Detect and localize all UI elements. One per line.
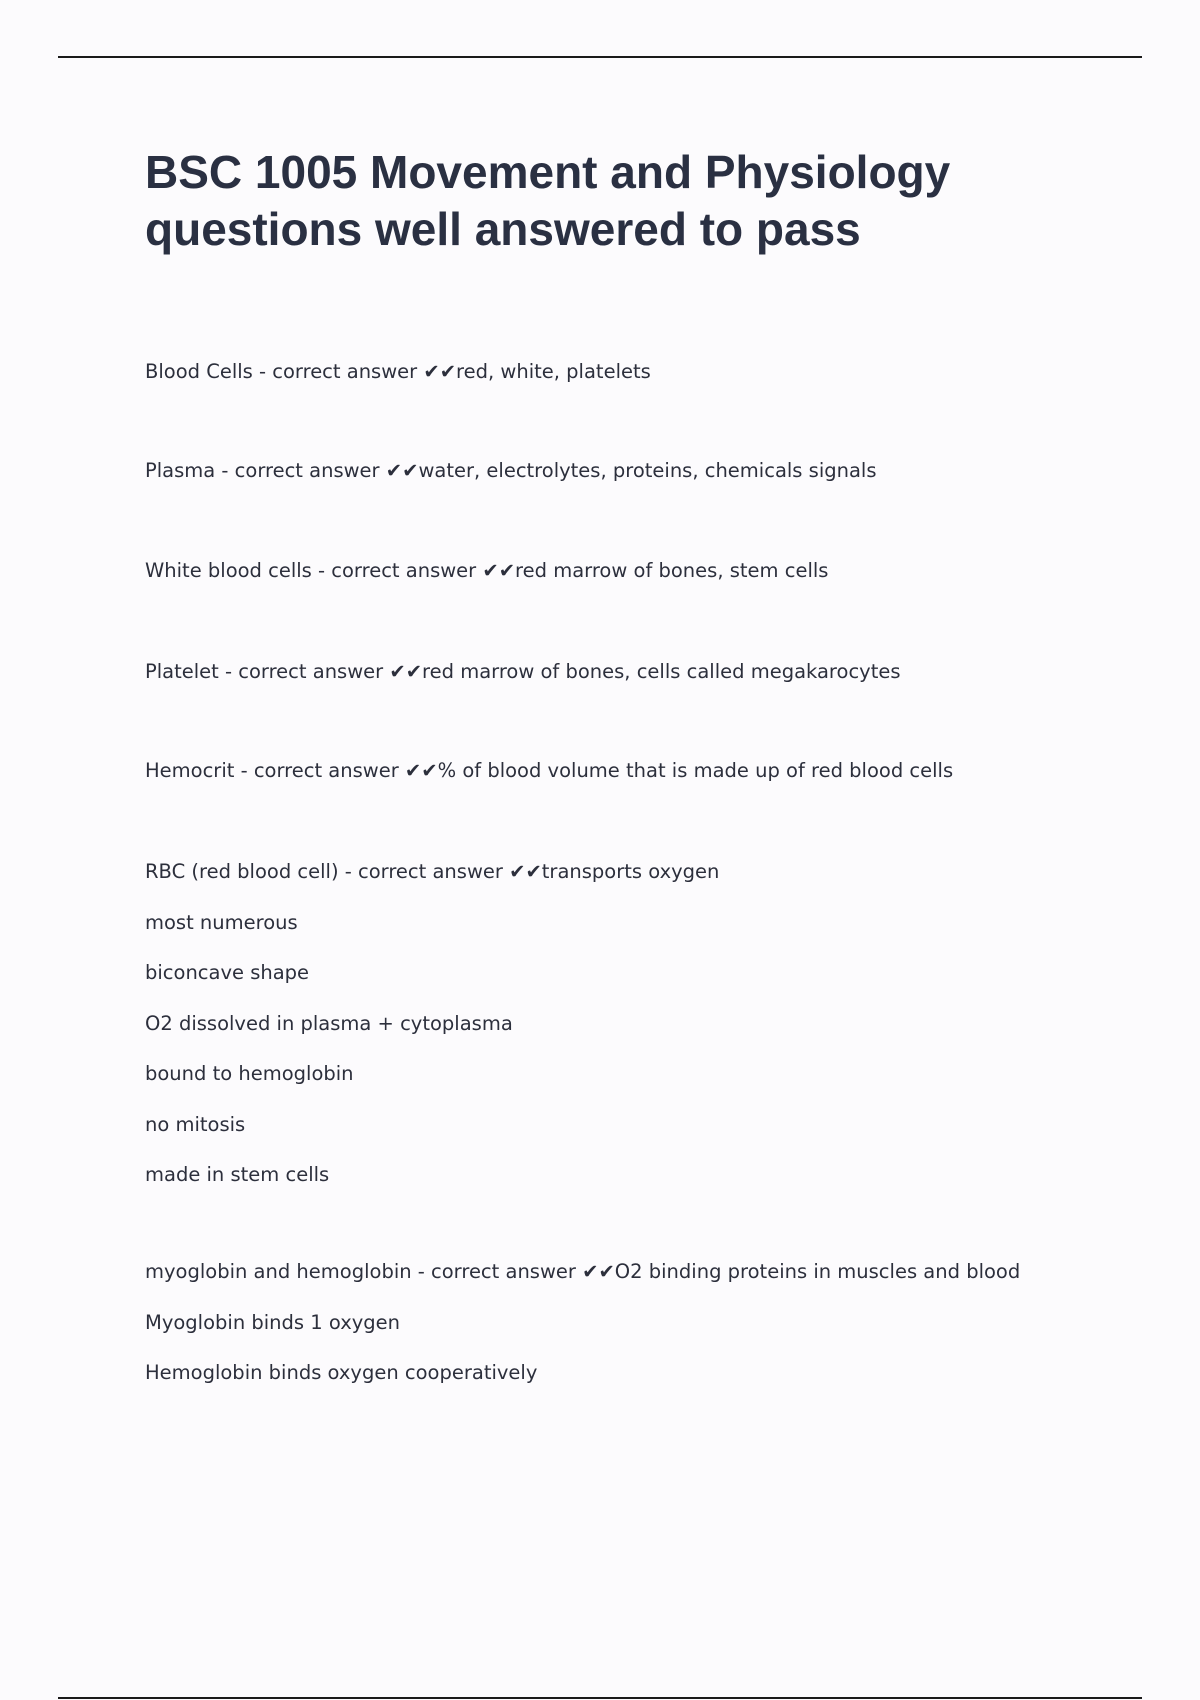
qa-item-blood-cells: Blood Cells - correct answer ✔✔red, white, platelets bbox=[145, 360, 651, 383]
qa-item-rbc-detail: biconcave shape bbox=[145, 961, 310, 984]
qa-item-rbc-detail: O2 dissolved in plasma + cytoplasma bbox=[145, 1011, 513, 1035]
qa-item-rbc bbox=[145, 860, 719, 1187]
bottom-divider bbox=[58, 1697, 1142, 1699]
qa-item-white-blood-cells: White blood cells - correct answer ✔✔red marrow of bones, stem cells bbox=[145, 559, 829, 582]
qa-item-rbc-detail: no mitosis bbox=[145, 1112, 246, 1136]
qa-item-rbc-detail: bound to hemoglobin bbox=[145, 1062, 354, 1085]
qa-item-plasma: Plasma - correct answer ✔✔water, electrolytes, proteins, chemicals signals bbox=[145, 459, 877, 482]
qa-item-rbc-detail: made in stem cells bbox=[145, 1163, 330, 1186]
qa-item-rbc-question: RBC (red blood cell) - correct answer ✔✔transports oxygen bbox=[145, 860, 720, 883]
qa-item-hemocrit: Hemocrit - correct answer ✔✔% of blood volume that is made up of red blood cells bbox=[145, 759, 954, 782]
top-divider bbox=[58, 56, 1142, 58]
qa-item-platelet: Platelet - correct answer ✔✔red marrow of bones, cells called megakarocytes bbox=[145, 660, 901, 683]
document-title: BSC 1005 Movement and Physiology questions well answered to pass bbox=[145, 146, 951, 255]
qa-item-myoglobin-hemoglobin bbox=[145, 1260, 1020, 1385]
qa-item-myoglobin-detail: Hemoglobin binds oxygen cooperatively bbox=[145, 1361, 538, 1384]
qa-item-myoglobin-detail: Myoglobin binds 1 oxygen bbox=[145, 1310, 401, 1334]
qa-item-myoglobin-question: myoglobin and hemoglobin - correct answer ✔✔O2 binding proteins in muscles and blood bbox=[145, 1260, 1021, 1283]
qa-item-rbc-detail: most numerous bbox=[145, 910, 298, 934]
